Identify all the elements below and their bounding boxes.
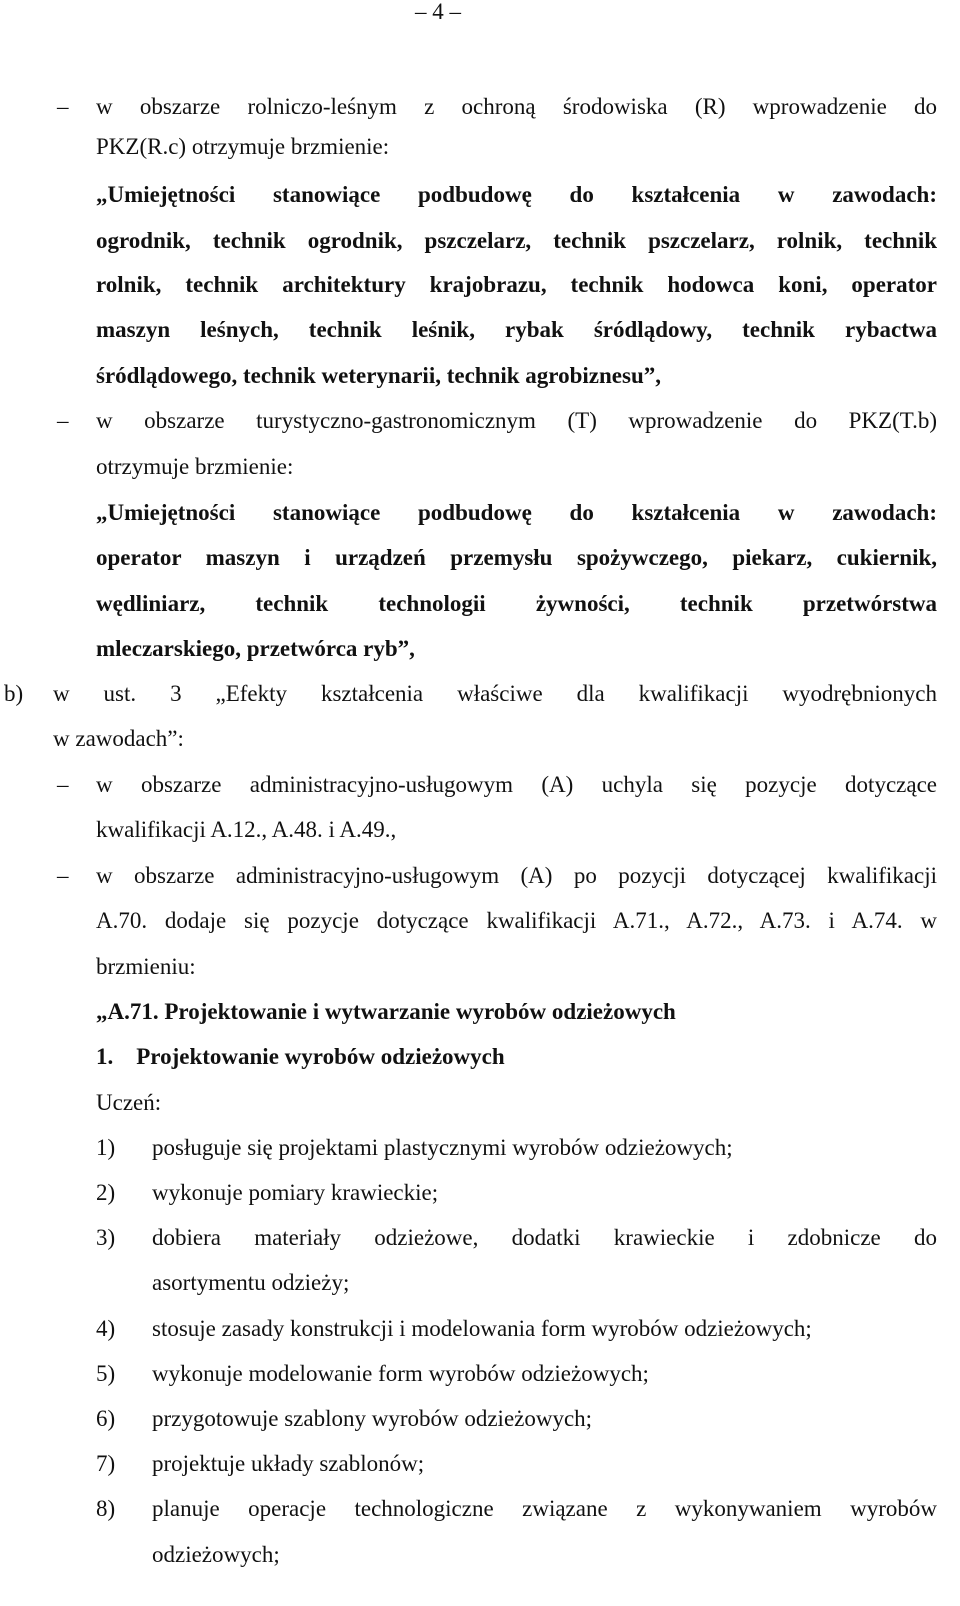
text-line: PKZ(R.c) otrzymuje brzmienie: (96, 134, 390, 159)
item-number: 6) (96, 1406, 116, 1431)
text-line: rolnik, technik architektury krajobrazu, technik hodowca koni, operator (96, 272, 937, 297)
item-number: 4) (96, 1316, 116, 1341)
list-item: wykonuje modelowanie form wyrobów odzieżowych; (152, 1361, 649, 1386)
list-item: dobiera materiały odzieżowe, dodatki krawieckie i zdobnicze do (152, 1225, 937, 1250)
list-dash: – (57, 94, 69, 119)
text-line: brzmieniu: (96, 954, 196, 979)
text-line: w obszarze administracyjno-usługowym (A) po pozycji dotyczącej kwalifikacji (96, 863, 937, 888)
list-item: odzieżowych; (152, 1542, 280, 1567)
list-dash: – (57, 863, 69, 888)
text-line: Uczeń: (96, 1090, 162, 1115)
list-dash: – (57, 408, 69, 433)
text-line: „Umiejętności stanowiące podbudowę do kształcenia w zawodach: (96, 500, 937, 525)
list-item: przygotowuje szablony wyrobów odzieżowych; (152, 1406, 593, 1431)
item-number: 1) (96, 1135, 116, 1160)
text-line: w zawodach”: (53, 726, 184, 751)
text-line: otrzymuje brzmienie: (96, 454, 294, 479)
item-number: 5) (96, 1361, 116, 1386)
list-marker: b) (4, 681, 24, 706)
item-number: 2) (96, 1180, 116, 1205)
list-item: projektuje układy szablonów; (152, 1451, 425, 1476)
list-item: posługuje się projektami plastycznymi wyrobów odzieżowych; (152, 1135, 733, 1160)
text-line: śródlądowego, technik weterynarii, technik agrobiznesu”, (96, 363, 661, 388)
text-line: w obszarze administracyjno-usługowym (A) uchyla się pozycje dotyczące (96, 772, 937, 797)
text-line: wędliniarz, technik technologii żywności, technik przetwórstwa (96, 591, 937, 616)
text-line: maszyn leśnych, technik leśnik, rybak śródlądowy, technik rybactwa (96, 317, 937, 342)
list-item: stosuje zasady konstrukcji i modelowania form wyrobów odzieżowych; (152, 1316, 812, 1341)
text-line: w obszarze turystyczno-gastronomicznym (T) wprowadzenie do PKZ(T.b) (96, 408, 937, 433)
text-line: operator maszyn i urządzeń przemysłu spożywczego, piekarz, cukiernik, (96, 545, 937, 570)
text-line: kwalifikacji A.12., A.48. i A.49., (96, 817, 397, 842)
subsection-heading: 1. Projektowanie wyrobów odzieżowych (96, 1044, 505, 1069)
text-line: mleczarskiego, przetwórca ryb”, (96, 636, 415, 661)
list-dash: – (57, 772, 69, 797)
section-heading: „A.71. Projektowanie i wytwarzanie wyrobów odzieżowych (96, 999, 676, 1024)
list-item: planuje operacje technologiczne związane z wykonywaniem wyrobów (152, 1496, 937, 1521)
text-line: w obszarze rolniczo-leśnym z ochroną środowiska (R) wprowadzenie do (96, 94, 937, 119)
list-item: wykonuje pomiary krawieckie; (152, 1180, 439, 1205)
item-number: 7) (96, 1451, 116, 1476)
text-line: A.70. dodaje się pozycje dotyczące kwalifikacji A.71., A.72., A.73. i A.74. w (96, 908, 937, 933)
text-line: ogrodnik, technik ogrodnik, pszczelarz, technik pszczelarz, rolnik, technik (96, 228, 937, 253)
item-number: 8) (96, 1496, 116, 1521)
list-item: asortymentu odzieży; (152, 1270, 350, 1295)
item-number: 3) (96, 1225, 116, 1250)
page-number: – 4 – (415, 0, 461, 24)
text-line: w ust. 3 „Efekty kształcenia właściwe dla kwalifikacji wyodrębnionych (53, 681, 937, 706)
text-line: „Umiejętności stanowiące podbudowę do kształcenia w zawodach: (96, 182, 937, 207)
